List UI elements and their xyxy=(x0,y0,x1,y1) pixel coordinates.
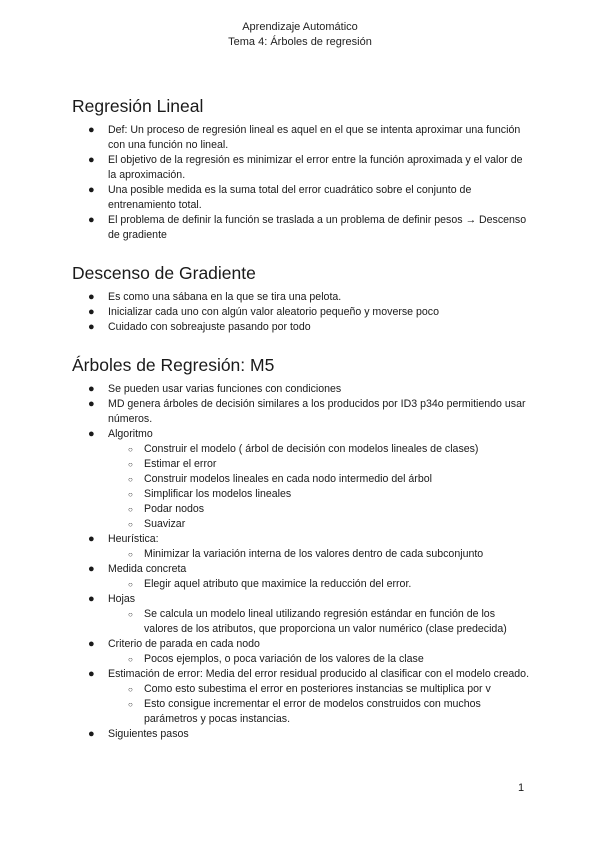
bullet-list xyxy=(72,290,532,335)
list-item-text: Siguientes pasos xyxy=(108,728,189,740)
list-item xyxy=(72,427,532,532)
bullet-icon: ● xyxy=(88,593,95,605)
section-heading: Descenso de Gradiente xyxy=(72,263,256,283)
bullet-icon: ● xyxy=(88,428,95,440)
section-heading: Árboles de Regresión: M5 xyxy=(72,355,275,375)
bullet-icon: ● xyxy=(88,533,95,545)
list-item-text: Algoritmo xyxy=(108,428,153,440)
sub-list-item xyxy=(108,442,532,457)
sub-list-item-text: Podar nodos xyxy=(144,503,205,515)
section-descenso-gradiente xyxy=(72,261,532,335)
sub-list-item-text: Se calcula un modelo lineal utilizando regresión estándar en función de los valores de los atributos, que proporciona un valor numérico (clase predecida) xyxy=(144,608,507,635)
bullet-list xyxy=(72,382,532,742)
sub-list-item xyxy=(108,547,532,562)
sub-list-item xyxy=(108,697,532,727)
list-item xyxy=(72,562,532,592)
list-item xyxy=(72,183,532,213)
sub-list-item xyxy=(108,607,532,637)
sub-bullet-list xyxy=(108,442,532,532)
bullet-icon: ● xyxy=(88,154,95,166)
list-item-text: Inicializar cada uno con algún valor aleatorio pequeño y moverse poco xyxy=(108,306,439,318)
hollow-bullet-icon: ○ xyxy=(128,505,133,514)
sub-list-item xyxy=(108,517,532,532)
hollow-bullet-icon: ○ xyxy=(128,685,133,694)
bullet-icon: ● xyxy=(88,398,95,410)
sub-list-item xyxy=(108,487,532,502)
list-item xyxy=(72,153,532,183)
bullet-icon: ● xyxy=(88,383,95,395)
list-item-text: Hojas xyxy=(108,593,136,605)
hollow-bullet-icon: ○ xyxy=(128,445,133,454)
list-item xyxy=(72,727,532,742)
hollow-bullet-icon: ○ xyxy=(128,655,133,664)
bullet-icon: ● xyxy=(88,668,95,680)
bullet-icon: ● xyxy=(88,728,95,740)
hollow-bullet-icon: ○ xyxy=(128,460,133,469)
page-header xyxy=(0,20,600,50)
hollow-bullet-icon: ○ xyxy=(128,550,133,559)
list-item-text: Una posible medida es la suma total del error cuadrático sobre el conjunto de entrenamiento total. xyxy=(108,184,472,211)
list-item xyxy=(72,667,532,727)
sub-bullet-list xyxy=(108,652,532,667)
sub-list-item-text: Estimar el error xyxy=(144,458,217,470)
list-item-text: Cuidado con sobreajuste pasando por todo xyxy=(108,321,311,333)
sub-list-item-text: Pocos ejemplos, o poca variación de los valores de la clase xyxy=(144,653,424,665)
sub-bullet-list xyxy=(108,547,532,562)
list-item xyxy=(72,213,532,243)
document-body xyxy=(72,88,532,742)
list-item-text: MD genera árboles de decisión similares a los producidos por ID3 p34o permitiendo usar números. xyxy=(108,398,526,425)
sub-list-item xyxy=(108,457,532,472)
list-item-text: Heurística: xyxy=(108,533,159,545)
hollow-bullet-icon: ○ xyxy=(128,475,133,484)
bullet-icon: ● xyxy=(88,563,95,575)
hollow-bullet-icon: ○ xyxy=(128,520,133,529)
sub-list-item-text: Esto consigue incrementar el error de modelos construidos con muchos parámetros y pocas instancias. xyxy=(144,698,481,725)
list-item-text: El problema de definir la función se traslada a un problema de definir pesos → Descenso de gradiente xyxy=(108,214,527,241)
list-item xyxy=(72,592,532,637)
list-item xyxy=(72,532,532,562)
sub-bullet-list xyxy=(108,682,532,727)
sub-list-item xyxy=(108,682,532,697)
sub-list-item xyxy=(108,577,532,592)
bullet-icon: ● xyxy=(88,321,95,333)
list-item-text: Def: Un proceso de regresión lineal es aquel en el que se intenta aproximar una función con una función no lineal. xyxy=(108,124,521,151)
list-item-text: Es como una sábana en la que se tira una pelota. xyxy=(108,291,342,303)
page-number: 1 xyxy=(518,782,525,794)
hollow-bullet-icon: ○ xyxy=(128,610,133,619)
sub-list-item-text: Simplificar los modelos lineales xyxy=(144,488,292,500)
list-item xyxy=(72,637,532,667)
list-item-text: Estimación de error: Media del error residual producido al clasificar con el modelo creado. xyxy=(108,668,530,680)
hollow-bullet-icon: ○ xyxy=(128,490,133,499)
bullet-icon: ● xyxy=(88,184,95,196)
sub-list-item-text: Como esto subestima el error en posteriores instancias se multiplica por v xyxy=(144,683,491,695)
list-item xyxy=(72,397,532,427)
list-item xyxy=(72,382,532,397)
sub-list-item-text: Minimizar la variación interna de los valores dentro de cada subconjunto xyxy=(144,548,484,560)
course-title: Aprendizaje Automático xyxy=(242,21,358,33)
bullet-icon: ● xyxy=(88,291,95,303)
list-item xyxy=(72,320,532,335)
section-regresion-lineal xyxy=(72,94,532,243)
list-item xyxy=(72,123,532,153)
sub-list-item-text: Elegir aquel atributo que maximice la reducción del error. xyxy=(144,578,412,590)
sub-list-item xyxy=(108,502,532,517)
list-item-text: Medida concreta xyxy=(108,563,187,575)
list-item-text: Se pueden usar varias funciones con condiciones xyxy=(108,383,342,395)
sub-bullet-list xyxy=(108,607,532,637)
list-item xyxy=(72,290,532,305)
section-arboles-regresion xyxy=(72,353,532,742)
sub-bullet-list xyxy=(108,577,532,592)
bullet-list xyxy=(72,123,532,243)
hollow-bullet-icon: ○ xyxy=(128,580,133,589)
list-item xyxy=(72,305,532,320)
hollow-bullet-icon: ○ xyxy=(128,700,133,709)
bullet-icon: ● xyxy=(88,306,95,318)
sub-list-item-text: Construir el modelo ( árbol de decisión con modelos lineales de clases) xyxy=(144,443,479,455)
list-item-text: Criterio de parada en cada nodo xyxy=(108,638,260,650)
sub-list-item-text: Suavizar xyxy=(144,518,186,530)
topic-title: Tema 4: Árboles de regresión xyxy=(228,36,372,48)
section-heading: Regresión Lineal xyxy=(72,96,204,116)
sub-list-item xyxy=(108,472,532,487)
bullet-icon: ● xyxy=(88,124,95,136)
bullet-icon: ● xyxy=(88,638,95,650)
sub-list-item-text: Construir modelos lineales en cada nodo intermedio del árbol xyxy=(144,473,432,485)
sub-list-item xyxy=(108,652,532,667)
list-item-text: El objetivo de la regresión es minimizar el error entre la función aproximada y el valor de la aproximación. xyxy=(108,154,523,181)
bullet-icon: ● xyxy=(88,214,95,226)
